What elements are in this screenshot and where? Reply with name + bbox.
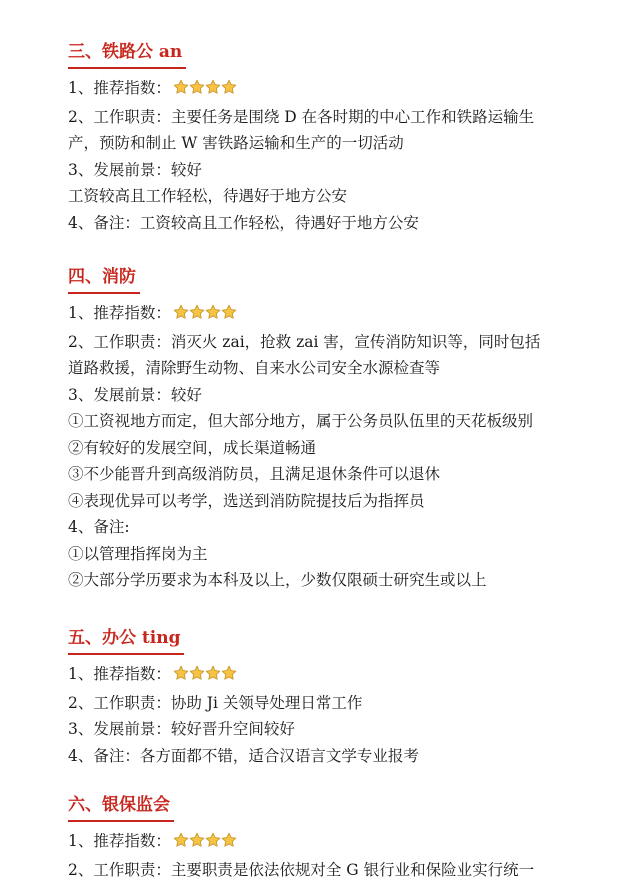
text-line: 2、工作职责：消灭火 zai，抢救 zai 害，宣传消防知识等，同时包括 bbox=[68, 332, 541, 351]
section-heading: 三、铁路公 an bbox=[68, 37, 186, 69]
text-line: ④表现优异可以考学，选送到消防院提技后为指挥员 bbox=[68, 491, 425, 510]
rating-label: 1、推荐指数： bbox=[68, 79, 171, 97]
star-icon bbox=[173, 304, 189, 320]
text-line: ②有较好的发展空间，成长渠道畅通 bbox=[68, 438, 317, 457]
text-line: 3、发展前景：较好 bbox=[68, 160, 202, 179]
star-icon bbox=[221, 304, 237, 320]
section-general-office bbox=[68, 623, 628, 769]
star-icon bbox=[205, 304, 221, 320]
rating-line bbox=[68, 300, 628, 329]
text-line: 4、备注：工资较高且工作轻松，待遇好于地方公安 bbox=[68, 213, 419, 232]
text-line: 3、发展前景：较好晋升空间较好 bbox=[68, 720, 295, 738]
text-line: 工资较高且工作轻松，待遇好于地方公安 bbox=[68, 187, 348, 205]
star-icon bbox=[189, 79, 205, 95]
text-line: 2、工作职责：主要职责是依法依规对全 G 银行业和保险业实行统一 bbox=[68, 860, 535, 879]
star-icon bbox=[205, 832, 221, 848]
text-line: 2、工作职责：主要任务是围绕 D 在各时期的中心工作和铁路运输生 bbox=[68, 107, 535, 126]
rating-stars bbox=[173, 302, 237, 329]
section-railway-police bbox=[68, 37, 628, 236]
text-line: 3、发展前景：较好 bbox=[68, 385, 202, 404]
rating-line bbox=[68, 828, 628, 857]
text-line: 4、备注: bbox=[68, 518, 130, 536]
star-icon bbox=[189, 832, 205, 848]
star-icon bbox=[189, 665, 205, 681]
text-line: 2、工作职责：协助 Ji 关领导处理日常工作 bbox=[68, 693, 363, 712]
star-icon bbox=[173, 79, 189, 95]
star-icon bbox=[221, 79, 237, 95]
rating-label: 1、推荐指数： bbox=[68, 304, 171, 322]
text-line: 道路救援，清除野生动物、自来水公司安全水源检查等 bbox=[68, 359, 441, 377]
star-icon bbox=[173, 832, 189, 848]
star-icon bbox=[221, 665, 237, 681]
text-line: 产，预防和制止 W 害铁路运输和生产的一切活动 bbox=[68, 134, 404, 152]
star-icon bbox=[221, 832, 237, 848]
text-line: ③不少能晋升到高级消防员，且满足退休条件可以退休 bbox=[68, 465, 441, 483]
section-cbirc bbox=[68, 790, 628, 883]
section-heading: 四、消防 bbox=[68, 262, 140, 294]
section-heading: 五、办公 ting bbox=[68, 623, 184, 655]
text-line: ①工资视地方而定，但大部分地方，属于公务员队伍里的天花板级别 bbox=[68, 412, 534, 430]
star-icon bbox=[205, 79, 221, 95]
rating-line bbox=[68, 75, 628, 104]
rating-line bbox=[68, 661, 628, 690]
rating-stars bbox=[173, 77, 237, 104]
rating-stars bbox=[173, 663, 237, 690]
text-line: ②大部分学历要求为本科及以上，少数仅限硕士研究生或以上 bbox=[68, 571, 487, 589]
star-icon bbox=[205, 665, 221, 681]
rating-label: 1、推荐指数： bbox=[68, 665, 171, 683]
rating-label: 1、推荐指数： bbox=[68, 832, 171, 850]
star-icon bbox=[189, 304, 205, 320]
star-icon bbox=[173, 665, 189, 681]
text-line: ①以管理指挥岗为主 bbox=[68, 544, 208, 563]
section-fire-rescue bbox=[68, 262, 628, 594]
section-heading: 六、银保监会 bbox=[68, 790, 174, 822]
rating-stars bbox=[173, 830, 237, 857]
text-line: 4、备注：各方面都不错，适合汉语言文学专业报考 bbox=[68, 746, 419, 765]
